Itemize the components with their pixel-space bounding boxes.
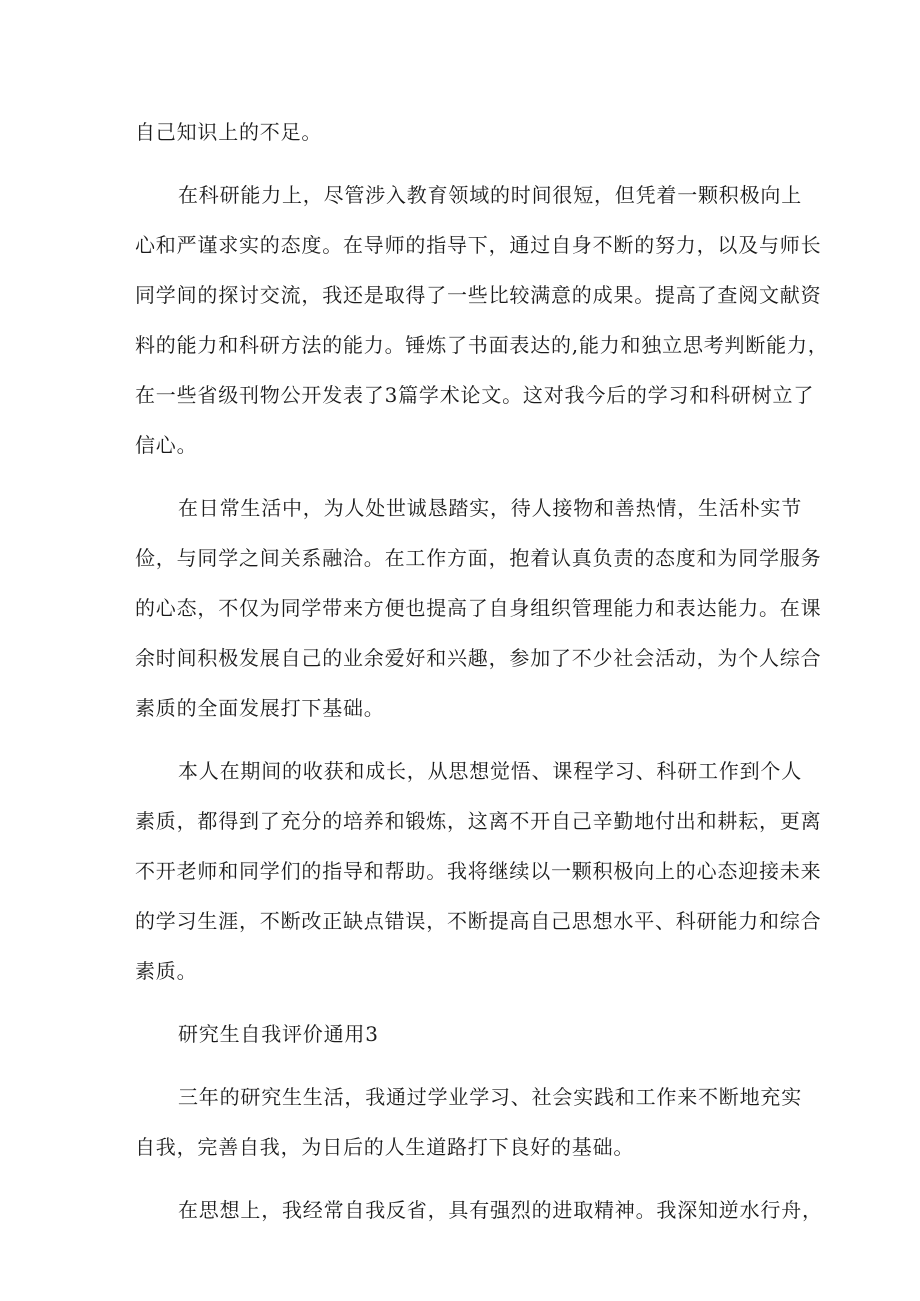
paragraph-3-line-5: 素质的全面发展打下基础。 <box>135 696 385 720</box>
paragraph-1-line-1: 自己知识上的不足。 <box>135 120 323 144</box>
paragraph-3-line-3: 的心态，不仅为同学带来方便也提高了自身组织管理能力和表达能力。在课 <box>135 596 822 620</box>
paragraph-4-line-3: 不开老师和同学们的指导和帮助。我将继续以一颗积极向上的心态迎接未来 <box>135 859 822 883</box>
section-heading: 研究生自我评价通用3 <box>178 1022 379 1046</box>
paragraph-3-line-4: 余时间积极发展自己的业余爱好和兴趣，参加了不少社会活动，为个人综合 <box>135 646 822 670</box>
paragraph-4-line-5: 素质。 <box>135 959 198 983</box>
paragraph-5-line-1: 三年的研究生生活，我通过学业学习、社会实践和工作来不断地充实 <box>178 1085 802 1109</box>
paragraph-2-line-5: 在一些省级刊物公开发表了3篇学术论文。这对我今后的学习和科研树立了 <box>135 383 815 407</box>
paragraph-4-line-1: 本人在期间的收获和成长，从思想觉悟、课程学习、科研工作到个人 <box>178 759 802 783</box>
paragraph-2-line-2: 心和严谨求实的态度。在导师的指导下，通过自身不断的努力，以及与师长 <box>135 233 822 257</box>
paragraph-3-line-1: 在日常生活中，为人处世诚恳踏实，待人接物和善热情，生活朴实节 <box>178 496 802 520</box>
paragraph-5-line-2: 自我，完善自我，为日后的人生道路打下良好的基础。 <box>135 1135 635 1159</box>
paragraph-4-line-2: 素质，都得到了充分的培养和锻炼，这离不开自己辛勤地付出和耕耘，更离 <box>135 809 822 833</box>
paragraph-2-line-6: 信心。 <box>135 433 198 457</box>
paragraph-6-line-1: 在思想上，我经常自我反省，具有强烈的进取精神。我深知逆水行舟， <box>178 1198 823 1222</box>
paragraph-3-line-2: 俭，与同学之间关系融洽。在工作方面，抱着认真负责的态度和为同学服务 <box>135 546 822 570</box>
paragraph-2-line-4: 料的能力和科研方法的能力。锤炼了书面表达的,能力和独立思考判断能力， <box>135 333 829 357</box>
paragraph-2-line-1: 在科研能力上，尽管涉入教育领域的时间很短，但凭着一颗积极向上 <box>178 183 802 207</box>
paragraph-4-line-4: 的学习生涯，不断改正缺点错误，不断提高自己思想水平、科研能力和综合 <box>135 909 822 933</box>
paragraph-2-line-3: 同学间的探讨交流，我还是取得了一些比较满意的成果。提高了查阅文献资 <box>135 283 822 307</box>
